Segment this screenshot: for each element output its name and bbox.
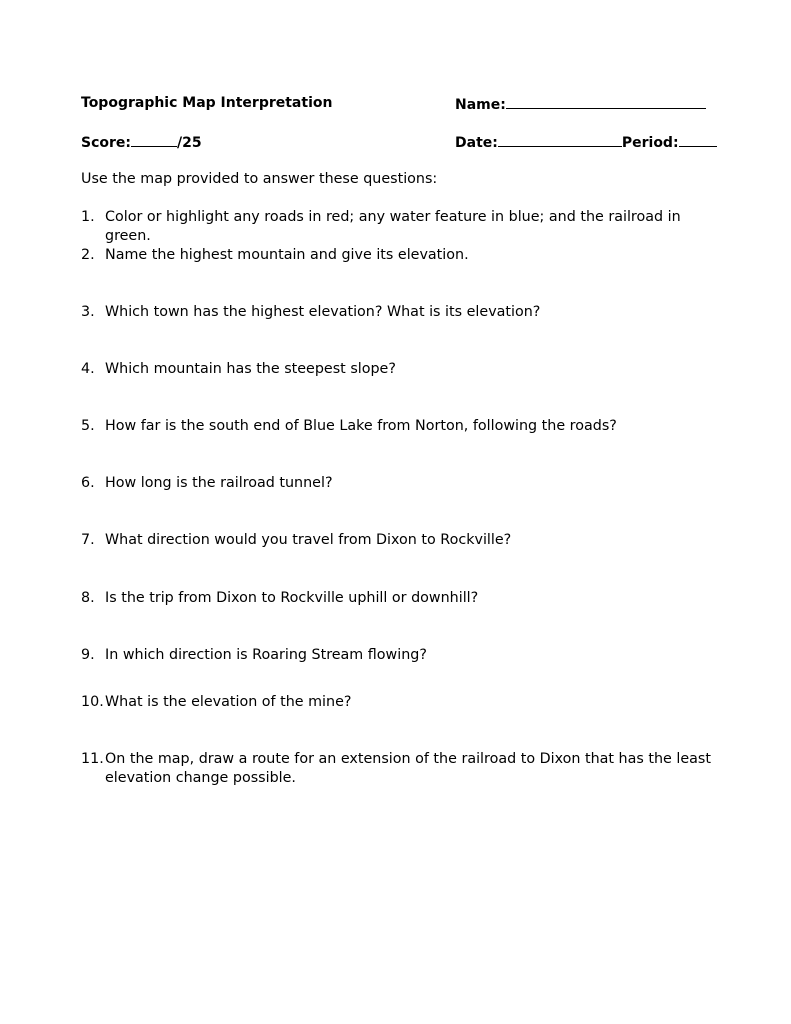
name-field [455, 94, 706, 114]
question-item [81, 589, 721, 608]
question-item [81, 646, 721, 665]
question-number: 4. [81, 361, 95, 377]
date-period-field [455, 132, 717, 152]
question-item [81, 693, 721, 712]
question-item [81, 303, 721, 322]
question-number: 2. [81, 247, 95, 263]
question-text: What is the elevation of the mine? [105, 694, 352, 710]
score-total: /25 [177, 135, 202, 151]
question-item [81, 474, 721, 493]
date-blank[interactable] [498, 132, 622, 147]
period-label: Period: [621, 135, 679, 151]
question-item [81, 531, 721, 550]
question-number: 9. [81, 647, 95, 663]
name-label: Name: [455, 97, 506, 113]
question-item [81, 750, 721, 788]
question-item [81, 360, 721, 379]
question-number: 11. [81, 751, 104, 767]
period-blank[interactable] [679, 132, 717, 147]
question-text: What direction would you travel from Dixon to Rockville? [105, 532, 512, 548]
question-text: Which town has the highest elevation? What is its elevation? [105, 304, 541, 320]
question-text: On the map, draw a route for an extension of the railroad to Dixon that has the least elevation change possible. [105, 751, 711, 786]
question-text: Name the highest mountain and give its elevation. [105, 247, 469, 263]
question-number: 3. [81, 304, 95, 320]
instructions-text: Use the map provided to answer these questions: [81, 171, 438, 187]
question-text: Color or highlight any roads in red; any water feature in blue; and the railroad in green. [105, 209, 681, 244]
question-item [81, 208, 721, 246]
question-text: In which direction is Roaring Stream flowing? [105, 647, 427, 663]
question-number: 7. [81, 532, 95, 548]
question-number: 5. [81, 418, 95, 434]
question-text: How far is the south end of Blue Lake from Norton, following the roads? [105, 418, 617, 434]
score-blank[interactable] [131, 132, 177, 147]
date-label: Date: [455, 135, 498, 151]
question-item [81, 417, 721, 436]
question-number: 6. [81, 475, 95, 491]
name-blank[interactable] [506, 94, 706, 109]
question-text: Is the trip from Dixon to Rockville uphill or downhill? [105, 590, 479, 606]
question-item [81, 246, 721, 265]
worksheet-title: Topographic Map Interpretation [81, 95, 333, 111]
question-number: 8. [81, 590, 95, 606]
score-field [81, 132, 202, 152]
question-text: How long is the railroad tunnel? [105, 475, 333, 491]
question-number: 1. [81, 209, 95, 225]
question-number: 10. [81, 694, 104, 710]
question-text: Which mountain has the steepest slope? [105, 361, 396, 377]
score-label: Score: [81, 135, 131, 151]
